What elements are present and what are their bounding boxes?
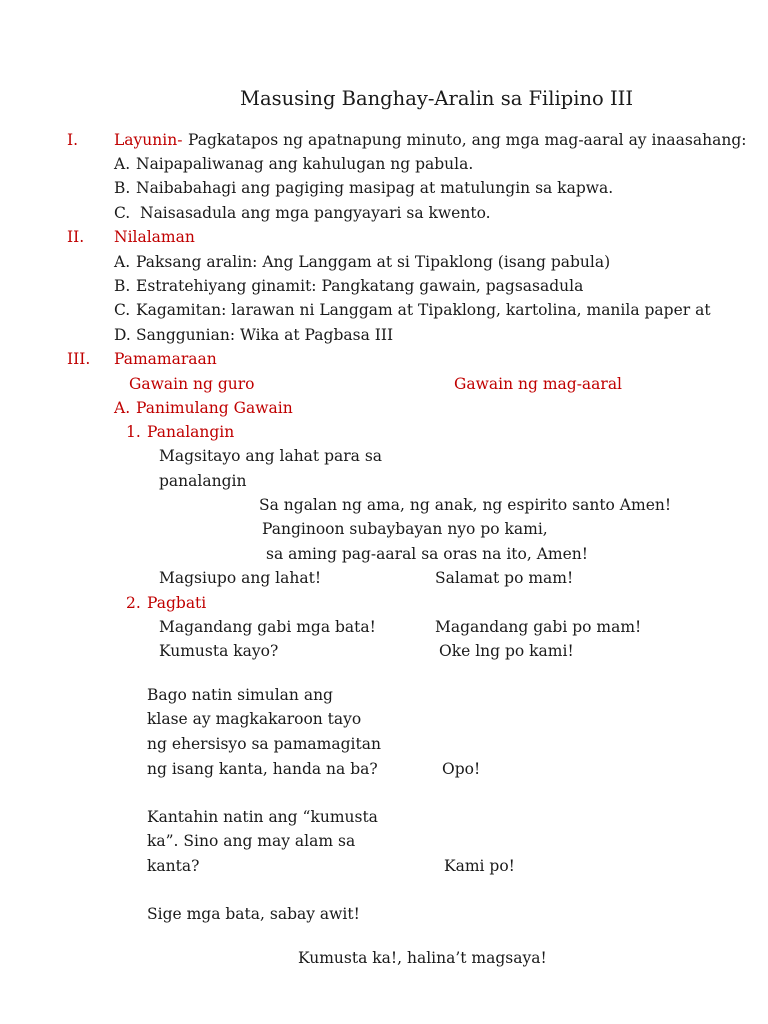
teacher-line: panalangin <box>159 472 247 490</box>
student-line: Magandang gabi po mam! <box>435 618 642 636</box>
teacher-line: ng isang kanta, handa na ba? <box>147 760 378 778</box>
layunin-marker-c: C. <box>114 204 131 222</box>
student-line: Panginoon subaybayan nyo po kami, <box>262 520 548 538</box>
teacher-line: ng ehersisyo sa pamamagitan <box>147 735 381 753</box>
teacher-line: Kantahin natin ang “kumusta <box>147 808 378 826</box>
student-line: Salamat po mam! <box>435 569 574 587</box>
layunin-item-c: Naisasadula ang mga pangyayari sa kwento. <box>140 204 491 222</box>
song-line: Kumusta ka!, halina’t magsaya! <box>298 949 547 967</box>
teacher-line: Magsiupo ang lahat! <box>159 569 322 587</box>
section-numeral-i: I. <box>67 131 79 149</box>
student-line: sa aming pag-aaral sa oras na ito, Amen! <box>266 545 588 563</box>
teacher-line: klase ay magkakaroon tayo <box>147 710 362 728</box>
teacher-line: ka”. Sino ang may alam sa <box>147 832 356 850</box>
nilalaman-item-b: Estratehiyang ginamit: Pangkatang gawain, pagsasadula <box>136 277 584 295</box>
layunin-marker-a: A. <box>114 155 131 173</box>
nilalaman-item-a: Paksang aralin: Ang Langgam at si Tipaklong (isang pabula) <box>136 253 611 271</box>
section-numeral-iii: III. <box>67 350 91 368</box>
nilalaman-item-d: Sanggunian: Wika at Pagbasa III <box>136 326 394 344</box>
student-line: Sa ngalan ng ama, ng anak, ng espirito santo Amen! <box>259 496 672 514</box>
layunin-item-a: Naipapaliwanag ang kahulugan ng pabula. <box>136 155 474 173</box>
nilalaman-item-c: Kagamitan: larawan ni Langgam at Tipaklong, kartolina, manila paper at <box>136 301 711 319</box>
student-line: Oke lng po kami! <box>439 642 574 660</box>
layunin-marker-b: B. <box>114 179 131 197</box>
column-header-student: Gawain ng mag-aaral <box>454 375 623 393</box>
layunin-item-b: Naibabahagi ang pagiging masipag at matulungin sa kapwa. <box>136 179 614 197</box>
step-2-marker: 2. <box>126 594 141 612</box>
student-line: Kami po! <box>444 857 515 875</box>
teacher-line: Kumusta kayo? <box>159 642 279 660</box>
layunin-intro: Pagkatapos ng apatnapung minuto, ang mga mag-aaral ay inaasahang: <box>188 131 747 149</box>
teacher-line: Magandang gabi mga bata! <box>159 618 376 636</box>
sub-a-heading: Panimulang Gawain <box>136 399 293 417</box>
nilalaman-marker-d: D. <box>114 326 131 344</box>
teacher-line: Magsitayo ang lahat para sa <box>159 447 383 465</box>
sub-a-marker: A. <box>114 399 131 417</box>
section-numeral-ii: II. <box>67 228 85 246</box>
nilalaman-marker-a: A. <box>114 253 131 271</box>
section-heading-layunin: Layunin- <box>114 131 183 149</box>
section-heading-nilalaman: Nilalaman <box>114 228 195 246</box>
step-1-heading: Panalangin <box>147 423 235 441</box>
column-header-teacher: Gawain ng guro <box>129 375 255 393</box>
page-title: Masusing Banghay-Aralin sa Filipino III <box>240 87 634 110</box>
section-heading-pamamaraan: Pamamaraan <box>114 350 217 368</box>
nilalaman-marker-b: B. <box>114 277 131 295</box>
step-1-marker: 1. <box>126 423 141 441</box>
teacher-line: kanta? <box>147 857 200 875</box>
teacher-line: Bago natin simulan ang <box>147 686 333 704</box>
student-line: Opo! <box>442 760 481 778</box>
step-2-heading: Pagbati <box>147 594 207 612</box>
teacher-line: Sige mga bata, sabay awit! <box>147 905 360 923</box>
nilalaman-marker-c: C. <box>114 301 131 319</box>
